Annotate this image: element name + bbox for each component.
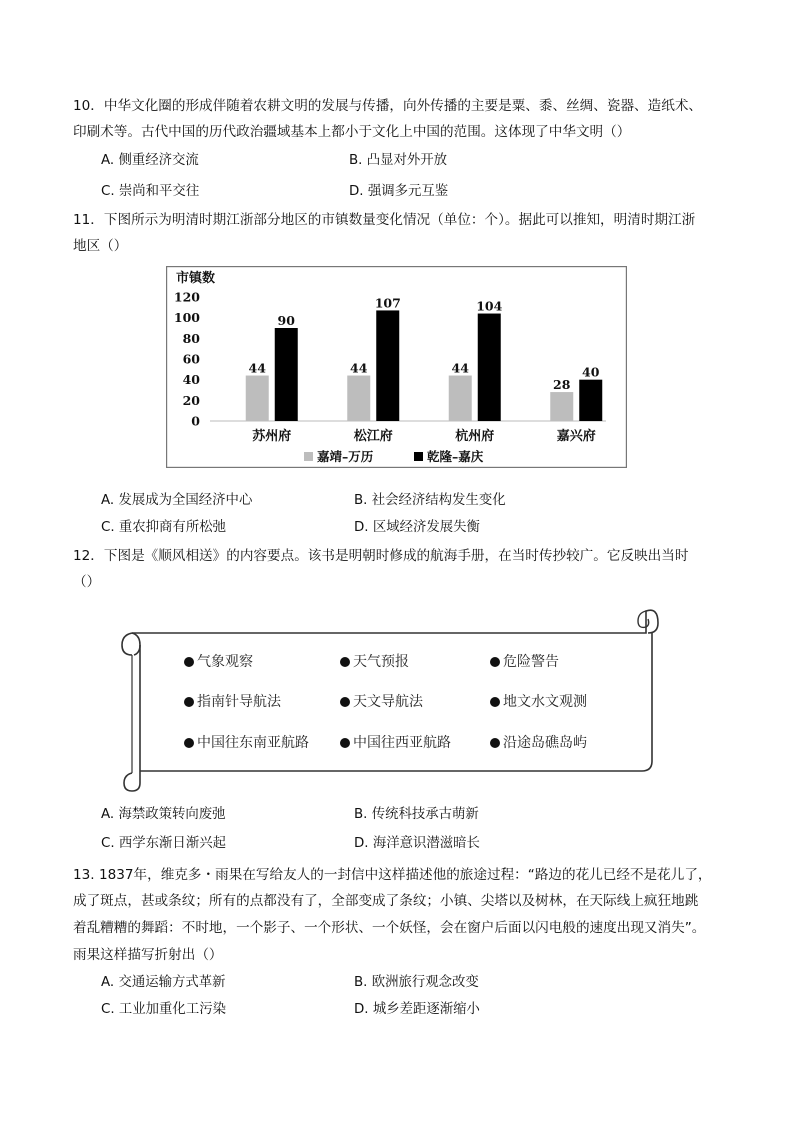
q10-stem-line2: 印刷术等。古代中国的历代政治疆域基本上都小于文化上中国的范围。这体现了中华文明（） (73, 124, 631, 140)
bar-value-label: 40 (582, 364, 600, 380)
scroll-item-5: 天文导航法 (340, 691, 423, 711)
x-category-label: 杭州府 (455, 429, 495, 444)
q13-option-d[interactable]: D. 城乡差距逐渐缩小 (354, 1002, 480, 1017)
bar-qianlong-jiaqing (376, 310, 399, 421)
bullet-dot (490, 657, 500, 667)
scroll-item-8: 中国往西亚航路 (340, 732, 451, 752)
bullet-dot (184, 697, 194, 707)
bar-qianlong-jiaqing (275, 328, 298, 421)
q11-option-b[interactable]: B. 社会经济结构发生变化 (354, 493, 506, 508)
bar-jiajing-wanli (347, 376, 370, 421)
bar-value-label: 28 (553, 377, 571, 393)
legend-swatch (304, 452, 313, 461)
q12-stem-line1: 12．下图是《顺风相送》的内容要点。该书是明朝时修成的航海手册，在当时传抄较广。它反映出当时 (73, 548, 689, 564)
q12-option-b[interactable]: B. 传统科技承古萌新 (354, 807, 479, 822)
y-tick-label: 0 (191, 413, 200, 429)
scroll-item-3: 危险警告 (490, 651, 559, 671)
q12-option-d[interactable]: D. 海洋意识潜滋暗长 (354, 836, 480, 851)
x-category-label: 松江府 (353, 429, 393, 444)
bar-qianlong-jiaqing (579, 380, 602, 421)
q13-stem-line3: 着乱糟糟的舞蹈：不时地，一个影子、一个形状、一个妖怪，会在窗户后面以闪电般的速度出现又消失”。 (73, 920, 706, 936)
x-category-label: 苏州府 (252, 429, 292, 444)
q12-option-a[interactable]: A. 海禁政策转向废弛 (101, 807, 226, 822)
q10-option-c[interactable]: C. 崇尚和平交往 (101, 184, 200, 199)
q12-option-c[interactable]: C. 西学东渐日渐兴起 (101, 836, 226, 851)
bar-value-label: 44 (248, 360, 266, 376)
bullet-dot (490, 738, 500, 748)
q13-option-c[interactable]: C. 工业加重化工污染 (101, 1002, 226, 1017)
scroll-item-4: 指南针导航法 (184, 691, 281, 711)
bar-value-label: 90 (277, 313, 295, 328)
legend-label: 乾隆–嘉庆 (427, 449, 484, 464)
q10-stem-line1: 10．中华文化圈的形成伴随着农耕文明的发展与传播，向外传播的主要是粟、黍、丝绸、瓷器、造纸术、 (73, 98, 703, 114)
bar-value-label: 44 (451, 360, 469, 376)
legend-label: 嘉靖–万历 (317, 449, 374, 464)
q10-option-d[interactable]: D. 强调多元互鉴 (349, 184, 449, 199)
q13-option-b[interactable]: B. 欧洲旅行观念改变 (354, 975, 479, 990)
q10-option-b[interactable]: B. 凸显对外开放 (349, 153, 448, 168)
y-tick-label: 120 (173, 289, 200, 305)
bar-jiajing-wanli (449, 376, 472, 421)
y-tick-label: 100 (173, 310, 200, 326)
legend-swatch (414, 452, 423, 461)
y-tick-label: 60 (182, 351, 200, 367)
bar-jiajing-wanli (550, 392, 573, 421)
y-tick-label: 20 (182, 392, 200, 408)
scroll-item-7: 中国往东南亚航路 (184, 732, 309, 752)
scroll-item-6: 地文水文观测 (490, 691, 587, 711)
bullet-dot (184, 738, 194, 748)
q11-option-c[interactable]: C. 重农抑商有所松弛 (101, 520, 226, 535)
bullet-dot (184, 657, 194, 667)
q13-stem-line4: 雨果这样描写折射出（） (73, 947, 223, 963)
bar-jiajing-wanli (246, 376, 269, 421)
q13-stem-line1: 13. 1837年，维克多・雨果在写给友人的一封信中这样描述他的旅途过程：“路边的花儿已经不是花儿了， (73, 867, 712, 883)
x-category-label: 嘉兴府 (556, 429, 596, 444)
town-count-bar-chart (166, 266, 627, 468)
scroll-item-2: 天气预报 (340, 651, 409, 671)
scroll-item-9: 沿途岛礁岛屿 (490, 732, 587, 752)
y-tick-label: 40 (182, 372, 200, 388)
bullet-dot (340, 657, 350, 667)
bullet-dot (340, 697, 350, 707)
chart-y-title: 市镇数 (176, 271, 216, 286)
bar-value-label: 44 (350, 360, 368, 376)
q11-option-d[interactable]: D. 区域经济发展失衡 (354, 520, 480, 535)
bar-value-label: 107 (374, 295, 401, 311)
q12-stem-line2: （） (73, 574, 101, 590)
q11-stem-line1: 11．下图所示为明清时期江浙部分地区的市镇数量变化情况（单位：个）。据此可以推知，明清时期江浙 (73, 212, 696, 228)
bar-value-label: 104 (476, 298, 503, 314)
bar-qianlong-jiaqing (478, 314, 501, 421)
q13-option-a[interactable]: A. 交通运输方式革新 (101, 975, 226, 990)
scroll-item-1: 气象观察 (184, 651, 253, 671)
q10-option-a[interactable]: A. 侧重经济交流 (101, 153, 199, 168)
bullet-dot (340, 738, 350, 748)
q11-stem-line2: 地区（） (73, 238, 128, 254)
bullet-dot (490, 697, 500, 707)
shunfeng-scroll (118, 605, 666, 795)
q13-stem-line2: 成了斑点，甚或条纹；所有的点都没有了，全部变成了条纹；小镇、尖塔以及树林，在天际线上疯狂地跳 (73, 893, 699, 909)
y-tick-label: 80 (182, 330, 200, 346)
q11-option-a[interactable]: A. 发展成为全国经济中心 (101, 493, 253, 508)
